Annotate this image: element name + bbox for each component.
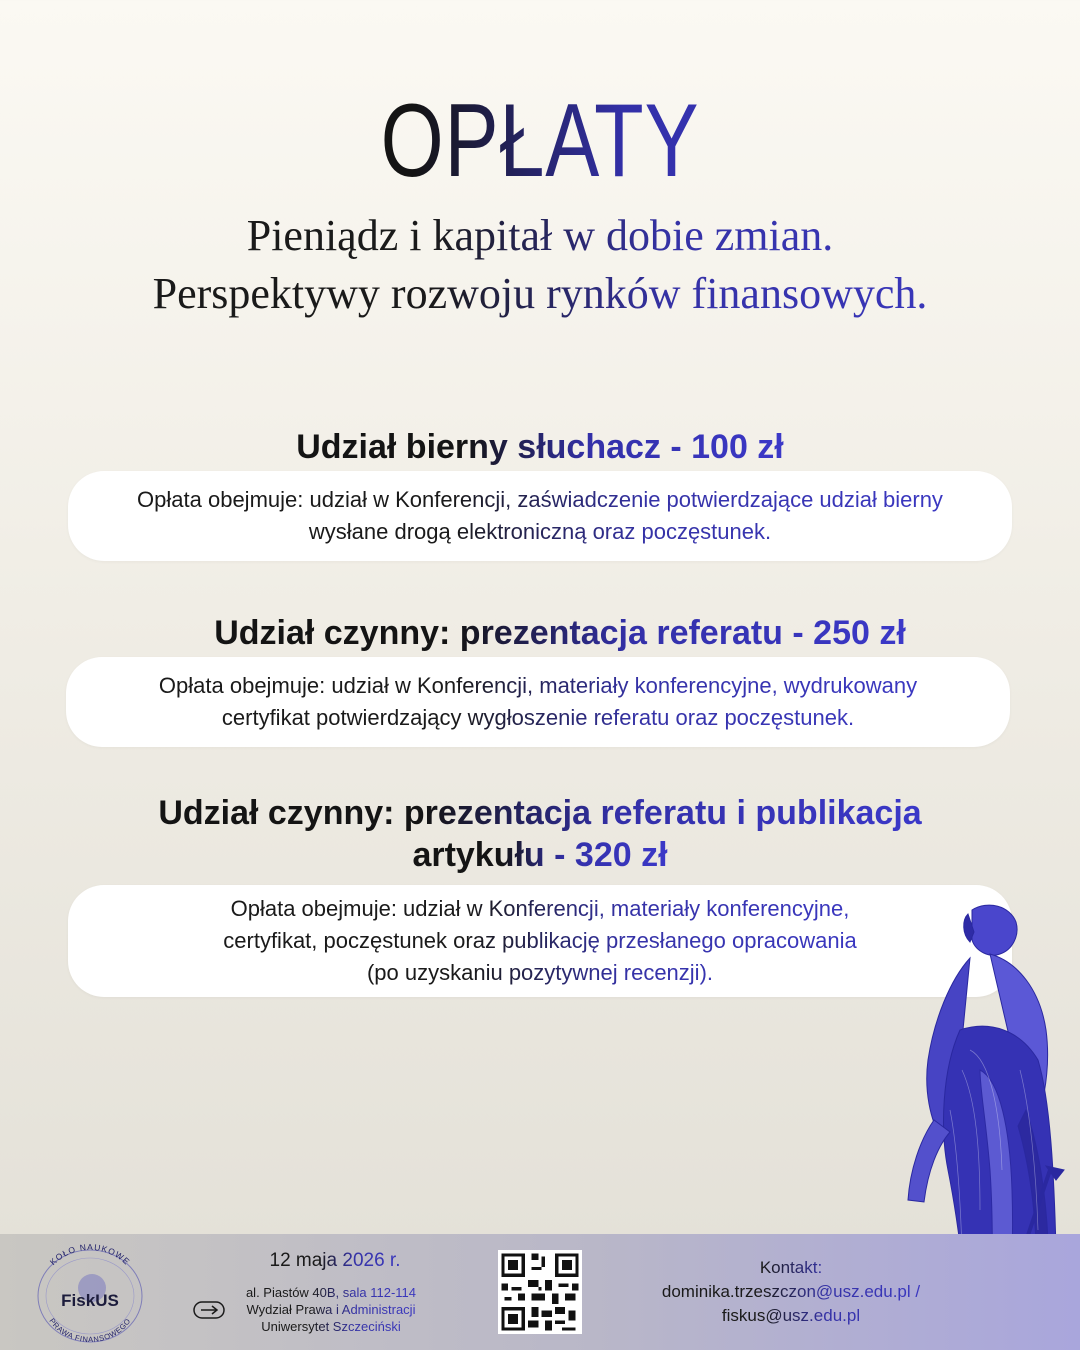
fee-heading-text: artykułu - 320 zł	[412, 836, 668, 874]
svg-text:KOŁO NAUKOWE	[48, 1242, 133, 1267]
fee-description-line: certyfikat potwierdzający wygłoszenie referatu oraz poczęstunek.	[221, 705, 855, 730]
fee-card-active	[66, 657, 1010, 747]
event-date: 12 maja 2026 r.	[260, 1250, 410, 1272]
fee-card-passive	[68, 471, 1012, 561]
address-line: Uniwersytet Szczeciński	[261, 1319, 401, 1334]
logo-ring-top-text: KOŁO NAUKOWE	[47, 1242, 133, 1268]
fee-description-line: Opłata obejmuje: udział w Konferencji, zaświadczenie potwierdzające udział bierny	[137, 487, 943, 512]
fee-description-line: wysłane drogą elektroniczną oraz poczęstunek.	[308, 519, 772, 544]
qr-code-icon[interactable]	[498, 1250, 582, 1334]
fee-description	[107, 484, 973, 548]
fee-heading-active	[20, 612, 1080, 654]
logo-ring-bottom-text: PRAWA FINANSOWEGO	[47, 1316, 133, 1345]
page-title: OPŁATY	[119, 82, 961, 201]
fee-description	[193, 893, 886, 989]
contact-block	[650, 1256, 932, 1328]
fee-heading-passive	[0, 426, 1080, 468]
subtitle-line-2: Perspektywy rozwoju rynków finansowych.	[0, 268, 1080, 319]
fee-heading-text: Udział czynny: prezentacja referatu - 250 zł	[214, 614, 906, 652]
fee-description-line: certyfikat, poczęstunek oraz publikację przesłanego opracowania	[223, 928, 857, 953]
arrow-right-icon	[193, 1300, 225, 1320]
contact-label: Kontakt:	[650, 1256, 932, 1280]
address-line: Wydział Prawa i Administracji	[246, 1302, 416, 1317]
subtitle-line-1: Pieniądz i kapitał w dobie zmian.	[0, 210, 1080, 261]
fee-description-line: (po uzyskaniu pozytywnej recenzji).	[366, 960, 714, 985]
address-line: al. Piastów 40B, sala 112-114	[245, 1285, 417, 1300]
fiskus-logo	[26, 1242, 154, 1346]
fee-description-line: Opłata obejmuje: udział w Konferencji, materiały konferencyjne,	[230, 896, 850, 921]
contact-email-1[interactable]: dominika.trzeszczon@usz.edu.pl /	[650, 1280, 932, 1304]
fee-heading-active-publication	[0, 792, 1080, 876]
fee-heading-text: Udział bierny słuchacz - 100 zł	[296, 428, 784, 466]
logo-name: FiskUS	[61, 1291, 119, 1310]
fee-description	[129, 670, 947, 734]
event-address	[236, 1284, 426, 1335]
footer-bar	[0, 1234, 1080, 1350]
contact-email-2[interactable]: fiskus@usz.edu.pl	[650, 1304, 932, 1328]
fee-heading-text: Udział czynny: prezentacja referatu i publikacja	[158, 794, 922, 832]
fee-description-line: Opłata obejmuje: udział w Konferencji, materiały konferencyjne, wydrukowany	[158, 673, 918, 698]
svg-text:PRAWA FINANSOWEGO	[48, 1317, 133, 1345]
